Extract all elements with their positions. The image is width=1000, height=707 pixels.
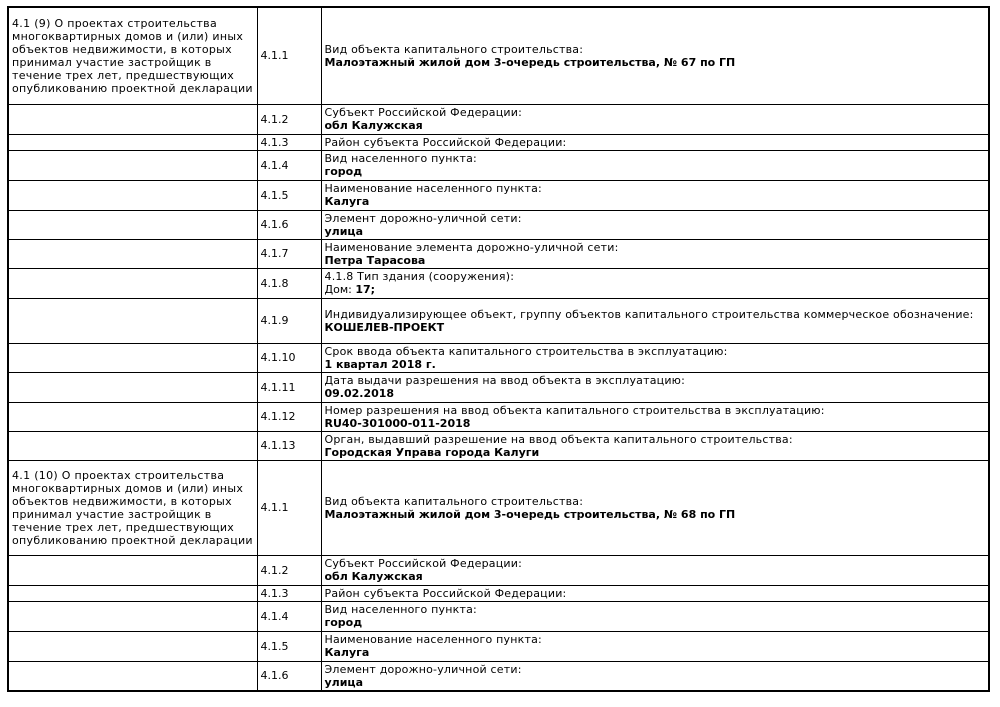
- field-value-prefix: Дом:: [324, 283, 356, 296]
- row-number: 4.1.9: [257, 298, 321, 343]
- field-label: Орган, выдавший разрешение на ввод объекта капитального строительства:: [324, 432, 793, 446]
- field-value-text: город: [324, 165, 363, 178]
- table-row: [8, 298, 989, 343]
- field-value-text: 09.02.2018: [324, 387, 395, 400]
- table-row: [8, 431, 989, 460]
- table-row: [8, 268, 989, 298]
- field-value: [325, 283, 986, 296]
- field-value: [325, 446, 986, 459]
- table-row: [8, 402, 989, 431]
- table-row: [8, 180, 989, 210]
- field-value-text: 17;: [355, 283, 376, 296]
- row-content: [321, 150, 989, 180]
- table-row: [8, 343, 989, 372]
- field-value-text: обл Калужская: [324, 570, 423, 583]
- row-content: [321, 180, 989, 210]
- field-value: [325, 225, 986, 238]
- table-row: [8, 150, 989, 180]
- field-label: Наименование населенного пункта:: [324, 182, 542, 195]
- row-number: 4.1.2: [257, 104, 321, 134]
- table-row: [8, 555, 989, 585]
- field-label: Вид объекта капитального строительства:: [324, 42, 584, 56]
- construction-table-body: [8, 7, 989, 691]
- field-label: Субъект Российской Федерации:: [324, 106, 523, 119]
- field-value-text: Малоэтажный жилой дом 3-очередь строительства, № 68 по ГП: [324, 507, 736, 521]
- empty-description-cell: [8, 402, 257, 431]
- table-row: [8, 372, 989, 402]
- field-label: 4.1.8 Тип здания (сооружения):: [324, 270, 515, 283]
- empty-description-cell: [8, 585, 257, 601]
- empty-description-cell: [8, 601, 257, 631]
- field-value-text: RU40-301000-011-2018: [324, 416, 471, 430]
- row-number: 4.1.1: [257, 460, 321, 555]
- row-number: 4.1.4: [257, 601, 321, 631]
- row-content: [321, 431, 989, 460]
- field-value: [325, 387, 986, 400]
- empty-description-cell: [8, 239, 257, 268]
- table-row: [8, 210, 989, 239]
- field-value-text: Малоэтажный жилой дом 3-очередь строительства, № 67 по ГП: [324, 55, 736, 69]
- row-content: [321, 372, 989, 402]
- row-number: 4.1.11: [257, 372, 321, 402]
- empty-description-cell: [8, 372, 257, 402]
- field-value: [325, 417, 986, 430]
- row-content: [321, 631, 989, 661]
- field-value: [325, 165, 986, 178]
- empty-description-cell: [8, 268, 257, 298]
- empty-description-cell: [8, 180, 257, 210]
- field-label: Субъект Российской Федерации:: [324, 557, 523, 570]
- row-content: [321, 661, 989, 691]
- empty-description-cell: [8, 555, 257, 585]
- row-content: [321, 210, 989, 239]
- row-content: [321, 402, 989, 431]
- field-label: Номер разрешения на ввод объекта капитального строительства в эксплуатацию:: [324, 403, 825, 417]
- field-label: Наименование элемента дорожно-уличной сети:: [324, 240, 619, 254]
- project-declaration-table: [7, 6, 990, 692]
- field-value: [325, 56, 986, 69]
- empty-description-cell: [8, 134, 257, 150]
- field-value-text: улица: [324, 224, 364, 238]
- row-number: 4.1.3: [257, 585, 321, 601]
- field-value: [325, 508, 986, 521]
- row-content: [321, 239, 989, 268]
- row-content: [321, 343, 989, 372]
- section-description: 4.1 (10) О проектах строительства многоквартирных домов и (или) иных объектов недвижимости, в которых принимал участие застройщик в течение трех лет, предшествующих опубликованию проектной декларации: [8, 460, 257, 555]
- row-number: 4.1.4: [257, 150, 321, 180]
- field-value-text: 1 квартал 2018 г.: [324, 357, 436, 371]
- field-label: Наименование населенного пункта:: [324, 633, 542, 646]
- row-content: [321, 601, 989, 631]
- table-row: [8, 104, 989, 134]
- row-content: [321, 7, 989, 104]
- empty-description-cell: [8, 150, 257, 180]
- field-value-text: улица: [324, 675, 364, 689]
- table-row: [8, 7, 989, 104]
- empty-description-cell: [8, 210, 257, 239]
- row-content: [321, 268, 989, 298]
- row-content: [321, 298, 989, 343]
- empty-description-cell: [8, 343, 257, 372]
- field-value: [325, 358, 986, 371]
- field-value: [325, 195, 986, 208]
- field-label: Срок ввода объекта капитального строительства в эксплуатацию:: [324, 344, 728, 358]
- row-number: 4.1.10: [257, 343, 321, 372]
- row-number: 4.1.6: [257, 661, 321, 691]
- field-value: [325, 254, 986, 267]
- row-content: [321, 585, 989, 601]
- field-value-text: обл Калужская: [324, 119, 423, 132]
- field-label: Район субъекта Российской Федерации:: [324, 586, 567, 600]
- field-value-text: Калуга: [324, 646, 370, 659]
- section-description: 4.1 (9) О проектах строительства многоквартирных домов и (или) иных объектов недвижимости, в которых принимал участие застройщик в течение трех лет, предшествующих опубликованию проектной декларации: [8, 7, 257, 104]
- table-row: [8, 601, 989, 631]
- field-value: [325, 616, 986, 629]
- field-value-text: Петра Тарасова: [324, 253, 426, 267]
- field-value: [325, 646, 986, 659]
- field-label: Элемент дорожно-уличной сети:: [324, 662, 522, 676]
- row-number: 4.1.1: [257, 7, 321, 104]
- row-content: [321, 460, 989, 555]
- table-row: [8, 134, 989, 150]
- field-value: [325, 321, 986, 334]
- table-row: [8, 661, 989, 691]
- row-number: 4.1.8: [257, 268, 321, 298]
- row-number: 4.1.12: [257, 402, 321, 431]
- field-value: [325, 676, 986, 689]
- row-content: [321, 104, 989, 134]
- row-number: 4.1.6: [257, 210, 321, 239]
- field-label: Индивидуализирующее объект, группу объектов капитального строительства коммерческое обозначение:: [324, 307, 974, 321]
- row-number: 4.1.5: [257, 631, 321, 661]
- field-label: Дата выдачи разрешения на ввод объекта в эксплуатацию:: [324, 374, 686, 387]
- empty-description-cell: [8, 104, 257, 134]
- row-number: 4.1.5: [257, 180, 321, 210]
- empty-description-cell: [8, 298, 257, 343]
- row-number: 4.1.13: [257, 431, 321, 460]
- table-row: [8, 631, 989, 661]
- table-row: [8, 460, 989, 555]
- row-number: 4.1.2: [257, 555, 321, 585]
- table-row: [8, 585, 989, 601]
- field-value-text: КОШЕЛЕВ-ПРОЕКТ: [324, 320, 445, 334]
- empty-description-cell: [8, 431, 257, 460]
- empty-description-cell: [8, 661, 257, 691]
- field-label: Вид населенного пункта:: [324, 603, 477, 616]
- field-value: [325, 119, 986, 132]
- row-content: [321, 555, 989, 585]
- field-label: Элемент дорожно-уличной сети:: [324, 211, 522, 225]
- field-label: Вид объекта капитального строительства:: [324, 494, 584, 508]
- table-row: [8, 239, 989, 268]
- row-content: [321, 134, 989, 150]
- field-value-text: Калуга: [324, 195, 370, 208]
- row-number: 4.1.7: [257, 239, 321, 268]
- empty-description-cell: [8, 631, 257, 661]
- field-value-text: город: [324, 616, 363, 629]
- field-label: Вид населенного пункта:: [324, 152, 477, 165]
- row-number: 4.1.3: [257, 134, 321, 150]
- field-value-text: Городская Управа города Калуги: [324, 445, 540, 459]
- field-label: Район субъекта Российской Федерации:: [324, 135, 567, 149]
- field-value: [325, 570, 986, 583]
